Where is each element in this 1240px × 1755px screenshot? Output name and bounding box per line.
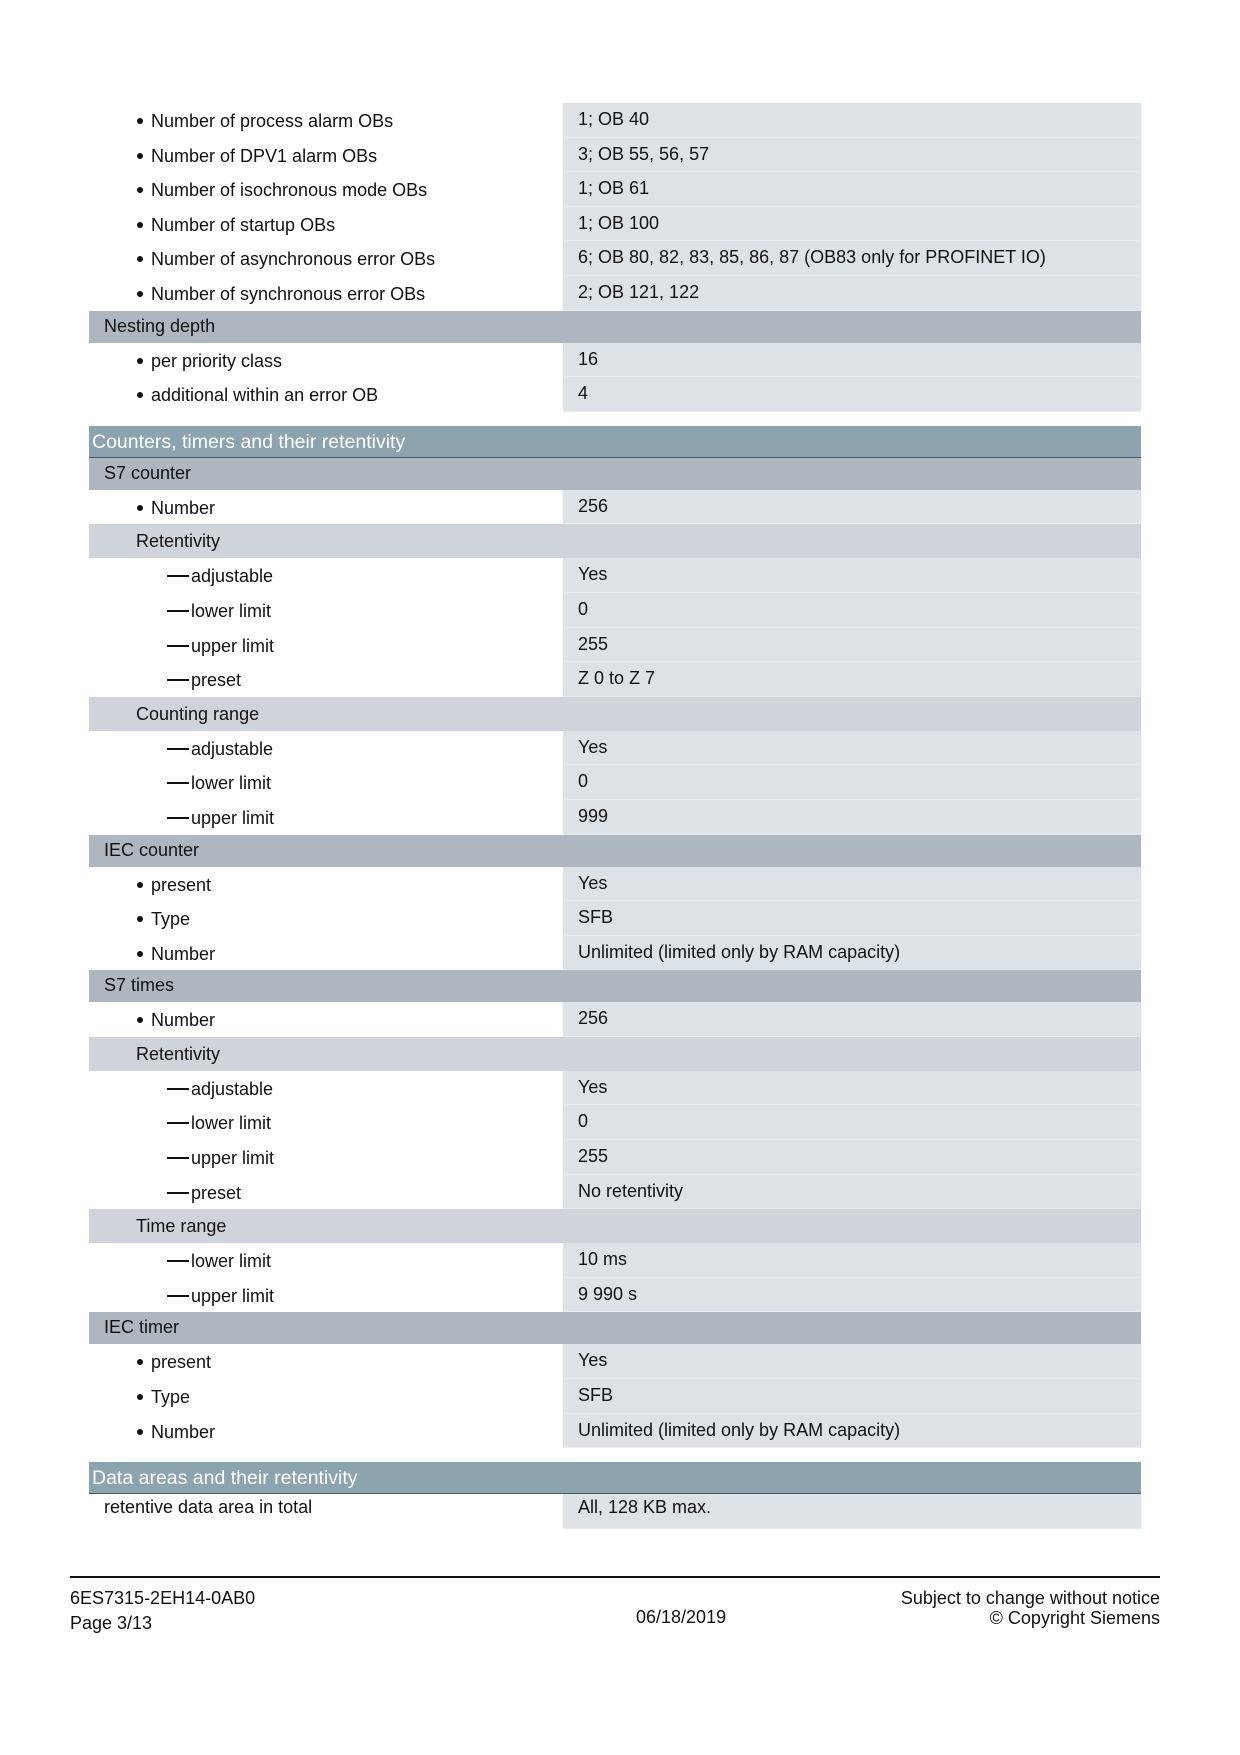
row-label: upper limit — [191, 1285, 275, 1306]
dash-icon — [167, 610, 189, 612]
row-label: Number of synchronous error OBs — [151, 283, 426, 304]
row-value: SFB — [563, 1379, 1141, 1414]
bullet-icon — [137, 153, 143, 159]
row-value: 255 — [563, 1140, 1141, 1175]
row-label: upper limit — [191, 635, 275, 656]
row-value: No retentivity — [563, 1175, 1141, 1210]
row-label: Number — [151, 497, 216, 518]
row-label: Type — [151, 909, 191, 930]
footer-date: 06/18/2019 — [636, 1607, 727, 1627]
row-label: Number — [151, 1010, 216, 1031]
table-row — [89, 936, 1141, 971]
row-value: 4 — [563, 377, 1141, 412]
table-row — [89, 490, 1141, 525]
table-row — [89, 765, 1141, 800]
row-label: adjustable — [191, 566, 274, 587]
group-header-iec-counter: IEC counter — [89, 835, 1141, 867]
row-value: SFB — [563, 901, 1141, 936]
dash-icon — [167, 679, 189, 681]
table-row — [89, 241, 1141, 276]
row-value: 9 990 s — [563, 1278, 1141, 1313]
row-value: All, 128 KB max. — [563, 1494, 1141, 1529]
row-value: 256 — [563, 490, 1141, 525]
row-value: 10 ms — [563, 1243, 1141, 1278]
dash-icon — [167, 1295, 189, 1297]
dash-icon — [167, 782, 189, 784]
dash-icon — [167, 1122, 189, 1124]
group-header-s7-counter: S7 counter — [89, 458, 1141, 490]
row-value: 3; OB 55, 56, 57 — [563, 138, 1141, 173]
row-label: Number of DPV1 alarm OBs — [151, 145, 378, 166]
subgroup-header-retentivity: Retentivity — [89, 524, 1141, 558]
table-row — [89, 901, 1141, 936]
group-header-iec-timer: IEC timer — [89, 1312, 1141, 1344]
table-row — [89, 1243, 1141, 1278]
row-value: 16 — [563, 343, 1141, 378]
bullet-icon — [137, 916, 143, 922]
row-value: Z 0 to Z 7 — [563, 662, 1141, 697]
row-label: upper limit — [191, 807, 275, 828]
table-row — [89, 1140, 1141, 1175]
table-row — [89, 1379, 1141, 1414]
row-value: 255 — [563, 628, 1141, 663]
row-value: 6; OB 80, 82, 83, 85, 86, 87 (OB83 only for PROFINET IO) — [563, 241, 1141, 276]
row-value: 1; OB 40 — [563, 103, 1141, 138]
table-row — [89, 276, 1141, 311]
table-row — [89, 800, 1141, 835]
bullet-icon — [137, 951, 143, 957]
bullet-icon — [137, 256, 143, 262]
row-value: 256 — [563, 1002, 1141, 1037]
row-value: 0 — [563, 1105, 1141, 1140]
row-label: lower limit — [191, 773, 272, 794]
dash-icon — [167, 1088, 189, 1090]
dash-icon — [167, 748, 189, 750]
table-row — [89, 1278, 1141, 1313]
row-value: Unlimited (limited only by RAM capacity) — [563, 1414, 1141, 1449]
section-header-data-areas: Data areas and their retentivity — [89, 1462, 1141, 1494]
row-label: present — [151, 1352, 212, 1373]
row-label: Number of process alarm OBs — [151, 111, 394, 131]
row-value: 2; OB 121, 122 — [563, 276, 1141, 311]
dash-icon — [167, 575, 189, 577]
row-label: lower limit — [191, 1113, 272, 1134]
footer-article-number: 6ES7315-2EH14-0AB0 — [70, 1588, 256, 1608]
row-label: retentive data area in total — [89, 1494, 563, 1529]
bullet-icon — [137, 118, 143, 124]
bullet-icon — [137, 222, 143, 228]
row-label: Number of asynchronous error OBs — [151, 249, 436, 270]
row-label: Number — [151, 943, 216, 964]
bullet-icon — [137, 882, 143, 888]
row-label: Number — [151, 1421, 216, 1442]
table-row — [89, 172, 1141, 207]
bullet-icon — [137, 392, 143, 398]
table-row — [89, 1105, 1141, 1140]
subgroup-header-retentivity: Retentivity — [89, 1037, 1141, 1071]
table-row — [89, 731, 1141, 766]
table-row — [89, 1071, 1141, 1106]
table-row — [89, 1002, 1141, 1037]
table-row — [89, 377, 1141, 412]
row-label: adjustable — [191, 1078, 274, 1099]
dash-icon — [167, 1192, 189, 1194]
group-header-nesting-depth: Nesting depth — [89, 311, 1141, 343]
row-label: adjustable — [191, 738, 274, 759]
row-label: present — [151, 874, 212, 895]
row-label: lower limit — [191, 600, 272, 621]
row-label: additional within an error OB — [151, 385, 379, 406]
table-row — [89, 558, 1141, 593]
datasheet-table — [89, 103, 1141, 1529]
bullet-icon — [137, 291, 143, 297]
bullet-icon — [137, 1429, 143, 1435]
footer-page-number: Page 3/13 — [70, 1613, 153, 1633]
row-value: Yes — [563, 1071, 1141, 1106]
row-label: Number of isochronous mode OBs — [151, 180, 428, 201]
bullet-icon — [137, 505, 143, 511]
section-header-counters-timers: Counters, timers and their retentivity — [89, 426, 1141, 458]
table-row — [89, 343, 1141, 378]
dash-icon — [167, 1157, 189, 1159]
group-header-s7-times: S7 times — [89, 970, 1141, 1002]
row-value: 999 — [563, 800, 1141, 835]
table-row — [89, 593, 1141, 628]
row-label: preset — [191, 1182, 242, 1203]
table-row — [89, 867, 1141, 902]
row-value: 0 — [563, 765, 1141, 800]
row-label: upper limit — [191, 1148, 275, 1169]
table-row — [89, 138, 1141, 173]
row-label: per priority class — [151, 350, 283, 371]
bullet-icon — [137, 1394, 143, 1400]
table-row — [89, 628, 1141, 663]
row-label: Type — [151, 1387, 191, 1408]
row-label: Number of startup OBs — [151, 214, 336, 235]
row-value: Yes — [563, 731, 1141, 766]
dash-icon — [167, 645, 189, 647]
table-row — [89, 1414, 1141, 1449]
row-value: Yes — [563, 558, 1141, 593]
subgroup-header-time-range: Time range — [89, 1209, 1141, 1243]
row-value: Yes — [563, 867, 1141, 902]
table-row — [89, 662, 1141, 697]
footer-copyright: © Copyright Siemens — [989, 1608, 1160, 1628]
bullet-icon — [137, 1359, 143, 1365]
row-value: 0 — [563, 593, 1141, 628]
table-row — [89, 103, 1141, 138]
bullet-icon — [137, 187, 143, 193]
footer-notice: Subject to change without notice — [900, 1588, 1160, 1608]
table-row — [89, 1344, 1141, 1379]
table-row — [89, 1494, 1141, 1529]
row-value: 1; OB 100 — [563, 207, 1141, 242]
row-value: 1; OB 61 — [563, 172, 1141, 207]
bullet-icon — [137, 358, 143, 364]
footer-divider — [70, 1576, 1160, 1578]
subgroup-header-counting-range: Counting range — [89, 697, 1141, 731]
row-label: lower limit — [191, 1251, 272, 1272]
dash-icon — [167, 1260, 189, 1262]
row-label: preset — [191, 670, 242, 691]
dash-icon — [167, 817, 189, 819]
table-row — [89, 1175, 1141, 1210]
row-value: Unlimited (limited only by RAM capacity) — [563, 936, 1141, 971]
bullet-icon — [137, 1017, 143, 1023]
row-value: Yes — [563, 1344, 1141, 1379]
table-row — [89, 207, 1141, 242]
